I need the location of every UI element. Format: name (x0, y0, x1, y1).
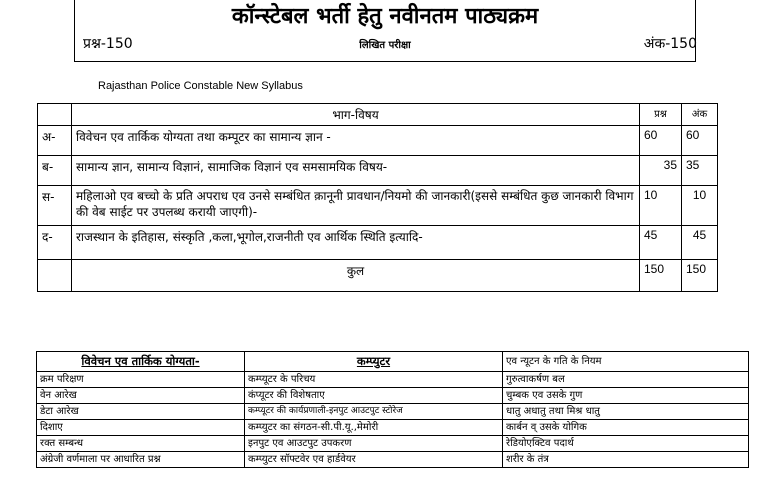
table-cell: गुरुत्वाकर्षण बल (503, 372, 749, 388)
table-cell: दिशाए (37, 420, 245, 436)
part-marks: 35 (682, 156, 718, 186)
syllabus-parts-table (37, 103, 718, 292)
table-cell: इनपुट एव आउटपुट उपकरण (245, 436, 503, 452)
table-row (37, 372, 749, 388)
table-cell: रक्त सम्बन्ध (37, 436, 245, 452)
table-cell: कंप्यूटर की विशेषताए (245, 388, 503, 404)
marks-count: अंक-150 (643, 36, 697, 52)
table-header-row (38, 104, 718, 126)
part-marks: 60 (682, 126, 718, 156)
table-cell: कार्बन व् उसके योगिक (503, 420, 749, 436)
table-row (38, 186, 718, 226)
part-questions: 35 (640, 156, 682, 186)
part-subject: महिलाओ एव बच्चो के प्रति अपराध एव उनसे सम्बंधित क़ानूनी प्रावधान/नियमो की जानकारी(इससे सम्बंधित कुछ जानकारी विभाग की वेब साईट पर उपलब्ध करायी जाएगी)- (72, 186, 640, 226)
table-cell: कम्प्यूटर के परिचय (245, 372, 503, 388)
table-row (37, 452, 749, 468)
part-label: अ- (38, 126, 72, 156)
science-header: एव न्यूटन के गति के नियम (503, 352, 749, 372)
table-cell: रेडियोएक्टिव पदार्थ (503, 436, 749, 452)
table-cell: कम्प्यूटर की कार्यप्रणाली-इनपुट आउटपुट स्टोरेज (245, 404, 503, 420)
question-count: प्रश्न-150 (83, 36, 133, 52)
part-marks: 45 (682, 226, 718, 260)
table-row (38, 156, 718, 186)
part-subject: विवेचन एव तार्किक योग्यता तथा कम्पूटर का सामान्य ज्ञान - (72, 126, 640, 156)
total-questions: 150 (640, 260, 682, 292)
table-row (38, 226, 718, 260)
header-box (74, 0, 696, 62)
table-row (37, 436, 749, 452)
table-cell: वेन आरेख (37, 388, 245, 404)
table-row (37, 404, 749, 420)
syllabus-topics-table (36, 351, 749, 468)
table-cell: धातु अधातु तथा मिश्र धातु (503, 404, 749, 420)
table-row (37, 420, 749, 436)
table-cell: क्रम परिक्षण (37, 372, 245, 388)
part-label: द- (38, 226, 72, 260)
table-cell: डेटा आरेख (37, 404, 245, 420)
questions-header: प्रश्न (640, 104, 682, 126)
exam-type: लिखित परीक्षा (359, 40, 411, 51)
computer-header: कम्प्युटर (245, 352, 503, 372)
table-total-row (38, 260, 718, 292)
subject-header: भाग-विषय (72, 104, 640, 126)
marks-header: अंक (682, 104, 718, 126)
part-label: ब- (38, 156, 72, 186)
total-marks: 150 (682, 260, 718, 292)
table-cell: कम्प्युटर सॉफ्टवेर एव हार्डवेयर (245, 452, 503, 468)
part-questions: 60 (640, 126, 682, 156)
page-title: कॉन्स्टेबल भर्ती हेतु नवीनतम पाठ्यक्रम (231, 3, 539, 29)
reasoning-header: विवेचन एव तार्किक योग्यता- (37, 352, 245, 372)
part-label: स- (38, 186, 72, 226)
table-cell: शरीर के तंत्र (503, 452, 749, 468)
part-marks: 10 (682, 186, 718, 226)
part-questions: 45 (640, 226, 682, 260)
table-cell: अंग्रेजी वर्णमाला पर आधारित प्रश्न (37, 452, 245, 468)
table-header-row (37, 352, 749, 372)
part-subject: राजस्थान के इतिहास, संस्कृति ,कला,भूगोल,राजनीती एव आर्थिक स्थिति इत्यादि- (72, 226, 640, 260)
part-subject: सामान्य ज्ञान, सामान्य विज्ञानं, सामाजिक विज्ञानं एव समसामयिक विषय- (72, 156, 640, 186)
part-questions: 10 (640, 186, 682, 226)
table-row (37, 388, 749, 404)
table-row (38, 126, 718, 156)
table-cell: चुम्बक एव उसके गुण (503, 388, 749, 404)
total-label: कुल (72, 260, 640, 292)
subtitle: Rajasthan Police Constable New Syllabus (98, 80, 303, 92)
table-cell: कम्प्युटर का संगठन-सी.पी.यू.,मेमोरी (245, 420, 503, 436)
